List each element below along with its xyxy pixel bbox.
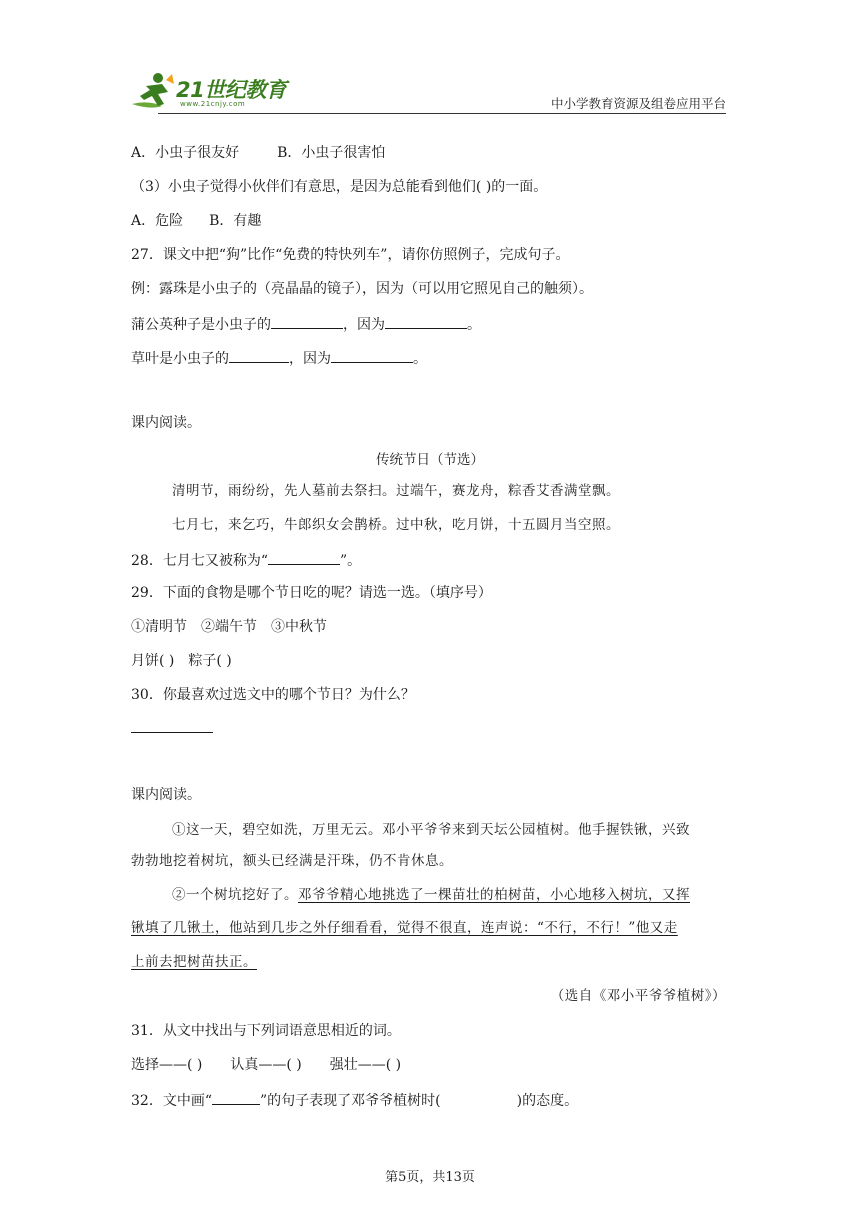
q26-options-2	[131, 144, 385, 162]
q27-sentence-2: 草叶是小虫子的 ，因为 。	[131, 348, 427, 368]
q32: 32．文中画“ ”的句子表现了邓爷爷植树时( )的态度。	[131, 1090, 578, 1110]
reading2-p2-line1: ②一个树坑挖好了。邓爷爷精心地挑选了一棵苗壮的柏树苗，小心地移入树坑，又挥	[172, 887, 690, 903]
q26-options-3	[131, 212, 261, 230]
answer-blank[interactable]	[331, 348, 413, 363]
q26-option-b: B．小虫子很害怕	[277, 145, 386, 161]
q27-sentence-1: 蒲公英种子是小虫子的 ，因为 。	[131, 314, 481, 334]
reading1-title: 传统节日（节选）	[376, 452, 484, 468]
q26-3-option-b: B．有趣	[209, 213, 262, 229]
answer-blank[interactable]	[212, 1090, 260, 1105]
q31-stem: 31．从文中找出与下列词语意思相近的词。	[131, 1023, 401, 1039]
reading1-paragraph-1: 清明节，雨纷纷，先人墓前去祭扫。过端午，赛龙舟，粽香艾香满堂飘。	[172, 483, 620, 499]
logo-url: www.21cnjy.com	[180, 100, 246, 108]
answer-zongzi: 粽子( )	[188, 653, 232, 669]
q26-3-option-a: A．危险	[131, 213, 184, 229]
platform-name: 中小学教育资源及组卷应用平台	[550, 96, 726, 111]
answer-blank[interactable]	[268, 550, 340, 565]
q29-options: ①清明节 ②端午节 ③中秋节	[131, 619, 327, 635]
reading1-label: 课内阅读。	[131, 415, 201, 431]
q31-items: 选择——( ) 认真——( ) 强壮——( )	[131, 1057, 402, 1073]
reading2-label: 课内阅读。	[131, 787, 201, 803]
reading2-p2-line2: 锹填了几锹土，他站到几步之外仔细看看，觉得不很直，连声说：“不行，不行！”他又走	[131, 920, 678, 936]
q28: 28．七月七又被称为“ ”。	[131, 550, 361, 570]
q29-answers	[131, 652, 232, 670]
reading2-p1-line1: ①这一天，碧空如洗，万里无云。邓小平爷爷来到天坛公园植树。他手握铁锹，兴致	[172, 822, 690, 838]
reading2-p1-line2: 勃勃地挖着树坑，额头已经满是汗珠，仍不肯休息。	[131, 853, 453, 869]
page-header	[128, 60, 726, 116]
q29-stem: 29．下面的食物是哪个节日吃的呢？请选一选。（填序号）	[131, 585, 492, 601]
reading2-p2-line3: 上前去把树苗扶正。	[131, 954, 257, 970]
q27-stem: 27．课文中把“狗”比作“免费的特快列车”，请你仿照例子，完成句子。	[131, 247, 570, 263]
underlined-sentence: 邓爷爷精心地挑选了一棵苗壮的柏树苗，小心地移入树坑，又挥	[298, 887, 690, 903]
reading1-paragraph-2: 七月七，来乞巧，牛郎织女会鹊桥。过中秋，吃月饼，十五圆月当空照。	[172, 517, 620, 533]
answer-line[interactable]	[131, 732, 213, 733]
header-divider	[158, 113, 726, 114]
answer-blank[interactable]	[229, 348, 289, 363]
answer-blank[interactable]	[385, 314, 467, 329]
q30-stem: 30．你最喜欢过选文中的哪个节日？为什么？	[131, 687, 415, 703]
page-number: 第5页，共13页	[385, 1170, 475, 1185]
q26-sub3: （3）小虫子觉得小伙伴们有意思，是因为总能看到他们( )的一面。	[131, 179, 548, 195]
logo-text: 21世纪教育	[176, 78, 287, 102]
q26-option-a: A．小虫子很友好	[131, 145, 240, 161]
answer-mooncake: 月饼( )	[131, 653, 175, 669]
answer-blank[interactable]	[271, 314, 343, 329]
q27-example: 例：露珠是小虫子的（亮晶晶的镜子），因为（可以用它照见自己的触须）。	[131, 281, 593, 297]
reading2-source: （选自《邓小平爷爷植树》）	[550, 988, 726, 1004]
